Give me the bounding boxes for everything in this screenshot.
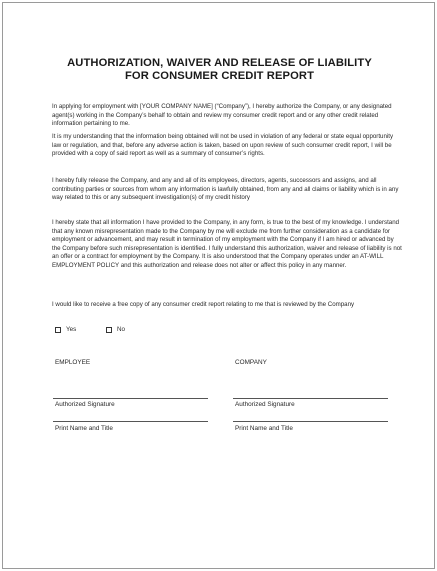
option-yes[interactable] (55, 326, 76, 333)
document-title-line-2: FOR CONSUMER CREDIT REPORT (124, 70, 315, 82)
option-no[interactable] (106, 326, 125, 333)
no-checkbox[interactable] (106, 327, 112, 333)
employee-signature-line[interactable] (53, 398, 208, 399)
employee-heading: EMPLOYEE (55, 359, 91, 366)
employee-signature-label: Authorized Signature (55, 401, 115, 408)
document-page (2, 2, 435, 569)
paragraph-understanding: It is my understanding that the information being obtained will not be used in violation of any federal or state equal opportunity law or regulation, and that, before any adverse action is taken, based on upon review of such consumer credit report, I will be provided with a copy of said report as well as a summary of consumer’s rights. (52, 133, 394, 157)
paragraph-release: I hereby fully release the Company, and any and all of its employees, directors, agents, successors and assigns, and all contributing parties or sources from whom any information is lawfully obtained, from any and all claims or liability which is in any way related to this or any subsequent investigation(s) of my credit history (52, 177, 399, 201)
no-label: No (117, 326, 126, 333)
company-heading: COMPANY (235, 359, 267, 366)
document-title-line-1: AUTHORIZATION, WAIVER AND RELEASE OF LIABILITY (67, 57, 372, 69)
paragraph-statement: I hereby state that all information I have provided to the Company, in any form, is true to the best of my knowledge. I understand that any known misrepresentation made to the Company by me will exclude me from further consideration as a candidate for employment or advancement, and may result in termination of my employment with the Company if I am hired or advanced by the Company before such misrepresentation is identified. I fully understand this authorization, waiver and release of liability is not an offer or a contract for employment by the Company. It is also understood that the Company operates under an AT-WILL EMPLOYMENT POLICY and this authorization and release does not alter or affect this policy in any manner. (52, 219, 402, 269)
company-signature-line[interactable] (233, 398, 388, 399)
company-print-name-label: Print Name and Title (235, 425, 293, 432)
company-print-name-line[interactable] (233, 421, 388, 422)
yes-label: Yes (66, 326, 77, 333)
employee-print-name-label: Print Name and Title (55, 425, 113, 432)
yes-checkbox[interactable] (55, 327, 61, 333)
employee-print-name-line[interactable] (53, 421, 208, 422)
paragraph-free-copy: I would like to receive a free copy of any consumer credit report relating to me that is reviewed by the Company (52, 301, 355, 308)
company-signature-label: Authorized Signature (235, 401, 295, 408)
paragraph-authorization: In applying for employment with [YOUR COMPANY NAME] (“Company”), I hereby authorize the Company, or any designated agent(s) working in the Company’s behalf to obtain and review my consumer credit report and or any other credit related information pertaining to me. (52, 103, 392, 127)
